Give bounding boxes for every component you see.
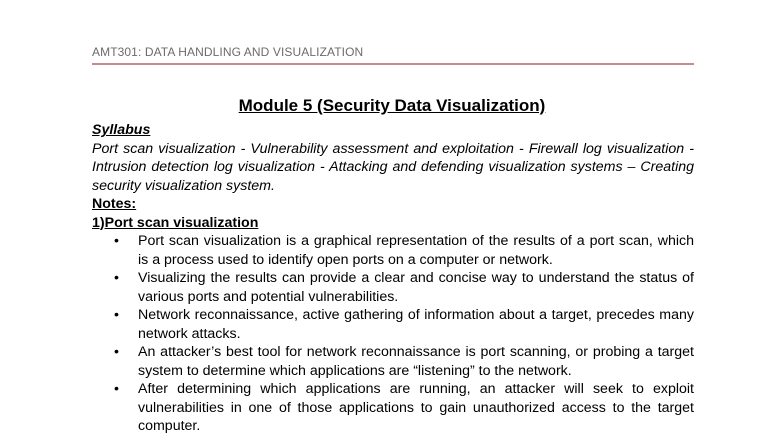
list-item-text: Port scan visualization is a graphical representation of the results of a port scan, which is a process used to identify open ports on a computer or network.: [138, 233, 694, 268]
header-divider: [92, 63, 694, 65]
notes-heading: Notes:: [92, 196, 137, 212]
list-item-text: After determining which applications are running, an attacker will seek to exploit vulnerabilities in one of those applications to gain unauthorized access to the target computer.: [138, 381, 694, 434]
running-header: AMT301: DATA HANDLING AND VISUALIZATION: [92, 45, 364, 59]
section-heading: 1)Port scan visualization: [92, 214, 259, 231]
bullet-icon: •: [114, 233, 119, 249]
bullet-icon: •: [114, 381, 119, 397]
list-item: [92, 306, 694, 343]
list-item: [92, 269, 694, 306]
bullet-icon: •: [114, 344, 119, 360]
syllabus-text: Port scan visualization - Vulnerability assessment and exploitation - Firewall log visualization - Intrusion detection log visualization - Attacking and defending visualization systems – Creating security visualization system.: [92, 140, 694, 194]
syllabus-heading: Syllabus: [92, 122, 151, 138]
module-title: Module 5 (Security Data Visualization): [238, 96, 546, 115]
list-item-text: An attacker’s best tool for network reconnaissance is port scanning, or probing a target system to determine which applications are “listening” to the network.: [138, 344, 694, 379]
bullet-icon: •: [114, 307, 119, 323]
list-item: [92, 232, 694, 269]
bullet-icon: •: [114, 270, 119, 286]
document-body: [92, 121, 694, 436]
bullet-list: [92, 232, 694, 436]
list-item: [92, 380, 694, 436]
list-item-text: Network reconnaissance, active gathering of information about a target, precedes many network attacks.: [138, 307, 694, 342]
list-item: [92, 343, 694, 380]
list-item-text: Visualizing the results can provide a clear and concise way to understand the status of various ports and potential vulnerabilities.: [138, 270, 694, 305]
